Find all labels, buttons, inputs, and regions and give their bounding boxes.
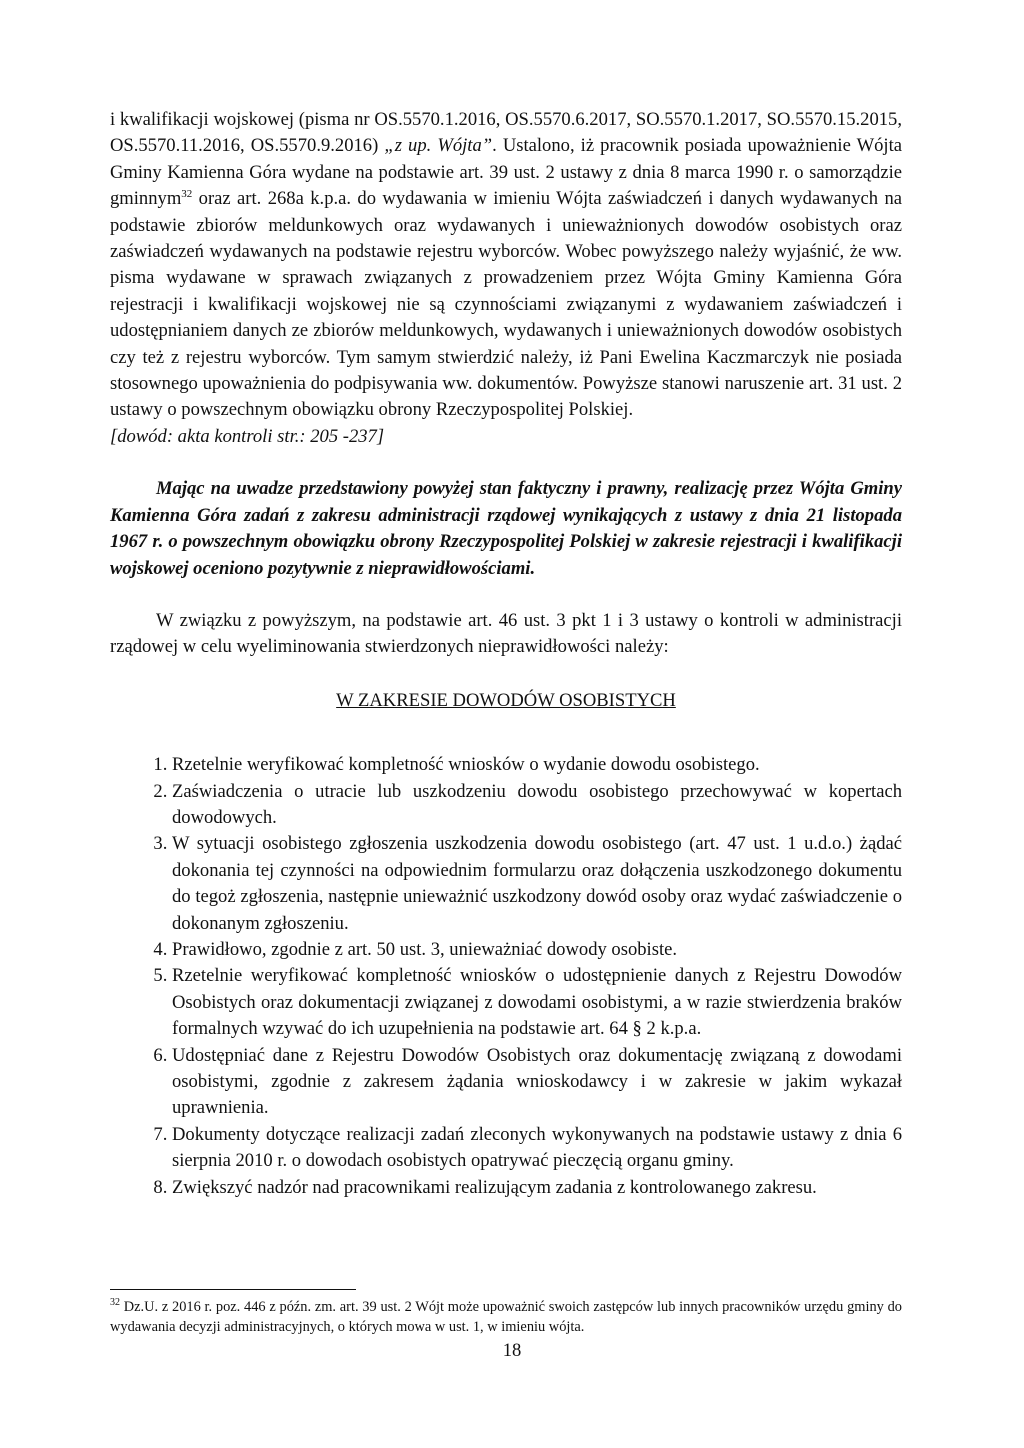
- footnote-marker: 32: [110, 1297, 120, 1309]
- footnote: [110, 1297, 902, 1337]
- section-heading: W ZAKRESIE DOWODÓW OSOBISTYCH: [336, 689, 676, 711]
- recommendation-item: 6. Udostępniać dane z Rejestru Dowodów Osobistych oraz dokumentację związaną z dowodami osobistymi, zgodnie z zakresem żądania wnioskodawcy i w zakresie w jakim wykazał uprawnienia.: [172, 1043, 902, 1122]
- recommendation-item: 4. Prawidłowo, zgodnie z art. 50 ust. 3, unieważniać dowody osobiste.: [172, 937, 902, 963]
- recommendation-item: 2. Zaświadczenia o utracie lub uszkodzeniu dowodu osobistego przechowywać w kopertach dowodowych.: [172, 779, 902, 832]
- recommendation-item: 1. Rzetelnie weryfikować kompletność wniosków o wydanie dowodu osobistego.: [172, 752, 902, 778]
- recommendation-item: 5. Rzetelnie weryfikować kompletność wniosków o udostępnienie danych z Rejestru Dowodów Osobistych oraz dokumentacji związanej z dowodami osobistymi, a w razie stwierdzenia braków formalnych wzywać do ich uzupełnienia na podstawie art. 64 § 2 k.p.a.: [172, 963, 902, 1042]
- recommendations-intro: W związku z powyższym, na podstawie art. 46 ust. 3 pkt 1 i 3 ustawy o kontroli w administracji rządowej w celu wyeliminowania stwierdzonych nieprawidłowości należy:: [110, 609, 902, 658]
- document-page: [110, 107, 902, 1201]
- paragraph-text-middle: . Ustalono, iż pracownik posiada upoważnienie Wójta Gminy Kamienna Góra wydane na podstawie art. 39 ust. 2 ustawy z dnia 8 marca 1990 r. o samorządzie gminnym: [110, 135, 902, 210]
- recommendation-item: 8. Zwiększyć nadzór nad pracownikami realizującym zadania z kontrolowanego zakresu.: [172, 1175, 902, 1201]
- footnote-reference[interactable]: 32: [181, 188, 193, 201]
- body-paragraph: [110, 107, 902, 424]
- footnote-divider: [110, 1289, 356, 1290]
- recommendation-item: 3. W sytuacji osobistego zgłoszenia uszkodzenia dowodu osobistego (art. 47 ust. 1 u.d.o.) żądać dokonania tej czynności na odpowiednim formularzu oraz dołączenia uszkodzonego dokumentu do tegoż zgłoszenia, następnie unieważnić uszkodzony dowód osoby oraz wydać zaświadczenie o dokonanym zgłoszeniu.: [172, 831, 902, 937]
- recommendation-item: 7. Dokumenty dotyczące realizacji zadań zleconych wykonywanych na podstawie ustawy z dnia 6 sierpnia 2010 r. o dowodach osobistych opatrywać pieczęcią organu gminy.: [172, 1122, 902, 1175]
- footnote-text: Dz.U. z 2016 r. poz. 446 z późn. zm. art. 39 ust. 2 Wójt może upoważnić swoich zastępców lub innych pracowników urzędu gminy do wydawania decyzji administracyjnych, o których mowa w ust. 1, w imieniu wójta.: [110, 1299, 902, 1335]
- paragraph-text-end: oraz art. 268a k.p.a. do wydawania w imieniu Wójta zaświadczeń i danych wydawanych na podstawie zbiorów meldunkowych oraz wydawanych i unieważnionych dowodów osobistych oraz zaświadczeń wydawanych na podstawie rejestru wyborców. Wobec powyższego należy wyjaśnić, że ww. pisma wydawane w sprawach związanych z prowadzeniem przez Wójta Gminy Kamienna Góra rejestracji i kwalifikacji wojskowej nie są czynnościami związanymi z wydawaniem zaświadczeń i udostępnianiem danych ze zbiorów meldunkowych, wydawanych i unieważnionych dowodów osobistych czy też z rejestru wyborców. Tym samym stwierdzić należy, iż Pani Ewelina Kaczmarczyk nie posiada stosownego upoważnienia do podpisywania ww. dokumentów. Powyższe stanowi naruszenie art. 31 ust. 2 ustawy o powszechnym obowiązku obrony Rzeczypospolitej Polskiej.: [110, 188, 902, 421]
- evidence-reference: [dowód: akta kontroli str.: 205 -237]: [110, 425, 385, 447]
- paragraph-text-start: i kwalifikacji wojskowej (pisma nr OS.5570.1.2016, OS.5570.6.2017, SO.5570.1.2017, SO.5570.15.2015, OS.5570.11.2016, OS.5570.9.2016): [110, 109, 902, 157]
- page-number: 18: [502, 1340, 522, 1361]
- assessment-summary: Mając na uwadze przedstawiony powyżej stan faktyczny i prawny, realizację przez Wójta Gminy Kamienna Góra zadań z zakresu administracji rządowej wynikających z ustawy z dnia 21 listopada 1967 r. o powszechnym obowiązku obrony Rzeczypospolitej Polskiej w zakresie rejestracji i kwalifikacji wojskowej oceniono pozytywnie z nieprawidłowościami.: [110, 478, 902, 579]
- recommendations-list: [110, 752, 902, 1201]
- paragraph-quote: „z up. Wójta”: [384, 135, 493, 157]
